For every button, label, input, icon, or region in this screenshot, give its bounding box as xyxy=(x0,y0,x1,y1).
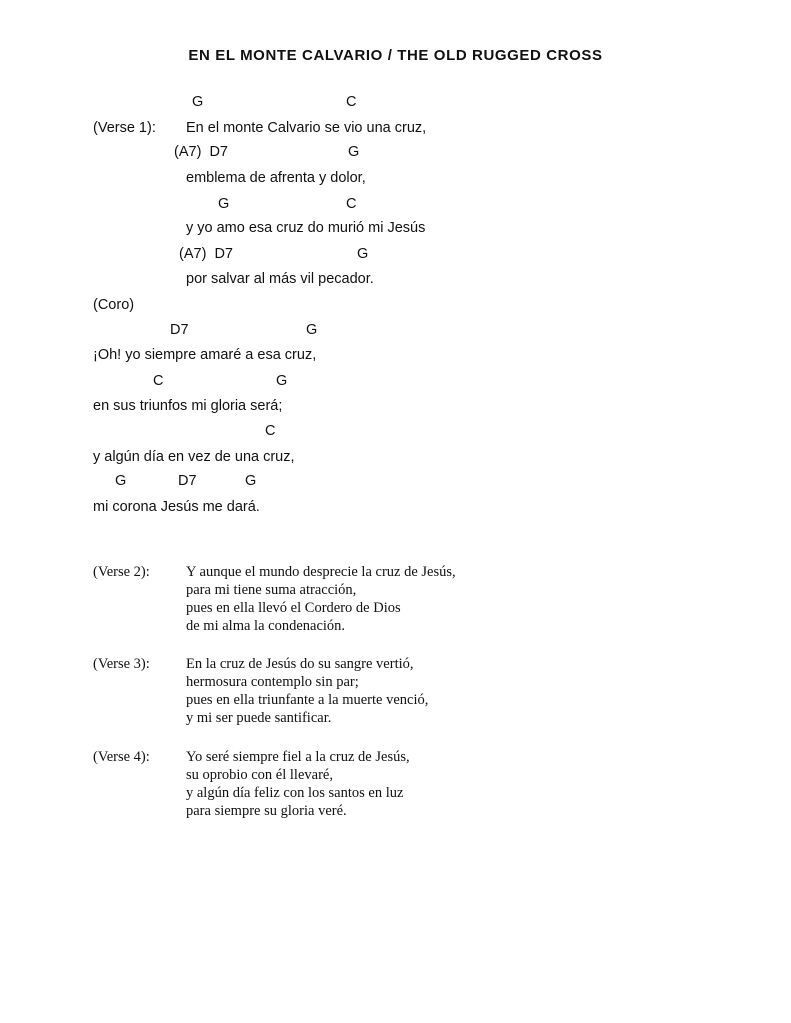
lyric-line: por salvar al más vil pecador. xyxy=(186,271,374,287)
chord: D7 xyxy=(178,473,197,489)
chord: G xyxy=(357,246,369,262)
chord: (A7) D7 xyxy=(174,144,228,160)
lyric-line: emblema de afrenta y dolor, xyxy=(186,170,366,186)
chord: C xyxy=(346,94,357,110)
chord: G xyxy=(245,473,257,489)
lyric-line: Yo seré siempre fiel a la cruz de Jesús, xyxy=(186,749,410,765)
lyric-line: hermosura contemplo sin par; xyxy=(186,674,359,690)
chord: C xyxy=(153,373,164,389)
page-title: EN EL MONTE CALVARIO / THE OLD RUGGED CROSS xyxy=(188,47,603,64)
chord: C xyxy=(265,423,276,439)
lyric-line: En el monte Calvario se vio una cruz, xyxy=(186,120,427,136)
verse-label: (Verse 1): xyxy=(93,120,156,136)
chord: G xyxy=(115,473,127,489)
chorus-label: (Coro) xyxy=(93,297,135,313)
verse-label: (Verse 4): xyxy=(93,749,150,765)
lyric-line: ¡Oh! yo siempre amaré a esa cruz, xyxy=(93,347,317,363)
chord: G xyxy=(276,373,288,389)
lyric-line: en sus triunfos mi gloria será; xyxy=(93,398,283,414)
chord: D7 xyxy=(170,322,189,338)
chord: C xyxy=(346,196,357,212)
lyric-line: mi corona Jesús me dará. xyxy=(93,499,260,515)
chord: G xyxy=(306,322,318,338)
lyric-line: para siempre su gloria veré. xyxy=(186,803,347,819)
chord: G xyxy=(348,144,360,160)
lyric-line: de mi alma la condenación. xyxy=(186,618,346,634)
verse-label: (Verse 2): xyxy=(93,564,150,580)
lyric-line: y yo amo esa cruz do murió mi Jesús xyxy=(186,220,426,236)
lyric-line: y algún día en vez de una cruz, xyxy=(93,449,295,465)
lyric-line: para mi tiene suma atracción, xyxy=(186,582,357,598)
chord: (A7) D7 xyxy=(179,246,233,262)
verse-label: (Verse 3): xyxy=(93,656,150,672)
lyric-line: y algún día feliz con los santos en luz xyxy=(186,785,404,801)
lyric-line: y mi ser puede santificar. xyxy=(186,710,332,726)
lyric-line: pues en ella triunfante a la muerte venció, xyxy=(186,692,429,708)
lyric-line: pues en ella llevó el Cordero de Dios xyxy=(186,600,401,616)
lyric-line: Y aunque el mundo desprecie la cruz de Jesús, xyxy=(186,564,456,580)
lyric-line: su oprobio con él llevaré, xyxy=(186,767,333,783)
chord: G xyxy=(218,196,230,212)
lyric-line: En la cruz de Jesús do su sangre vertió, xyxy=(186,656,414,672)
chord: G xyxy=(192,94,204,110)
